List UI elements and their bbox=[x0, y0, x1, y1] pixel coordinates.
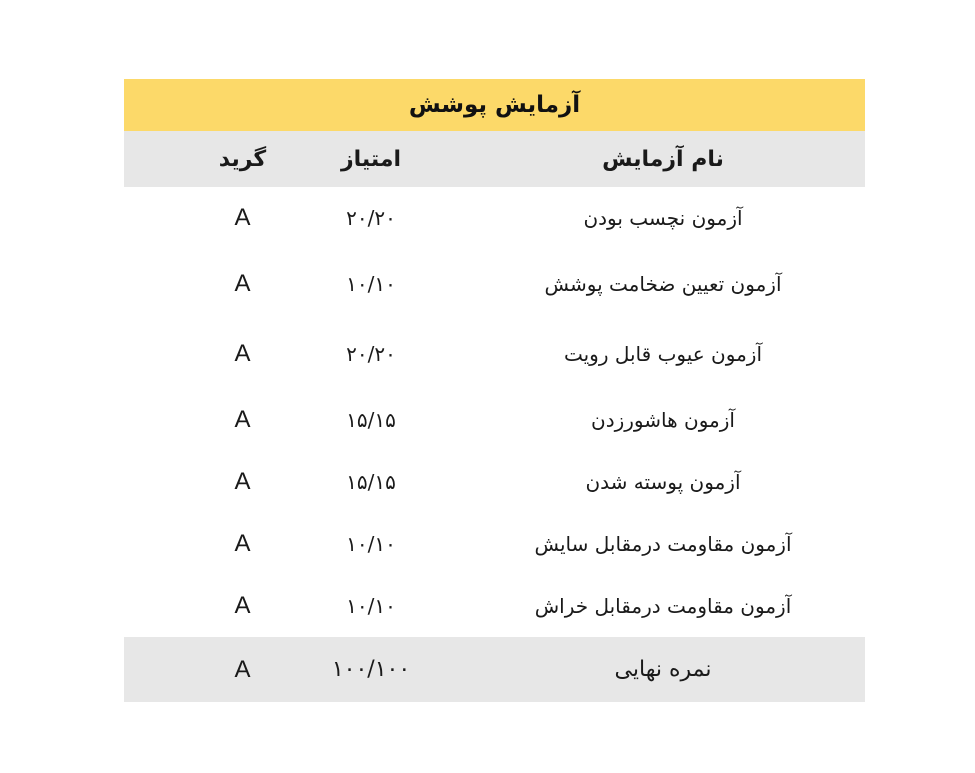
score-cell: ۱۰/۱۰ bbox=[346, 272, 396, 296]
header-score: امتیاز bbox=[340, 146, 402, 172]
grade-cell: A bbox=[234, 406, 251, 433]
grade-cell: A bbox=[234, 530, 251, 557]
table-grid bbox=[124, 131, 865, 702]
table-row bbox=[124, 389, 865, 451]
test-name-cell: آزمون تعیین ضخامت پوشش bbox=[544, 272, 782, 296]
test-name-cell: آزمون هاشورزدن bbox=[591, 408, 735, 432]
score-cell: ۱۵/۱۵ bbox=[346, 470, 396, 494]
score-cell: ۲۰/۲۰ bbox=[346, 342, 396, 366]
table-row bbox=[124, 575, 865, 637]
score-cell: ۱۵/۱۵ bbox=[346, 408, 396, 432]
grade-cell: A bbox=[234, 204, 251, 231]
table-row bbox=[124, 187, 865, 249]
total-row bbox=[124, 637, 865, 702]
table-header-row bbox=[124, 131, 865, 187]
header-grade: گرید bbox=[218, 146, 267, 172]
test-name-cell: آزمون مقاومت درمقابل سایش bbox=[534, 532, 792, 556]
score-cell: ۱۰/۱۰ bbox=[346, 532, 396, 556]
table-row bbox=[124, 249, 865, 319]
test-name-cell: آزمون نچسب بودن bbox=[583, 206, 743, 230]
test-name-cell: آزمون مقاومت درمقابل خراش bbox=[534, 594, 792, 618]
table-row bbox=[124, 451, 865, 513]
table-title: آزمایش پوشش bbox=[124, 79, 865, 131]
table-row bbox=[124, 319, 865, 389]
table-row bbox=[124, 513, 865, 575]
grade-cell: A bbox=[234, 592, 251, 619]
coating-test-table bbox=[124, 79, 865, 702]
grade-cell: A bbox=[234, 340, 251, 367]
test-name-cell: آزمون عیوب قابل رویت bbox=[563, 342, 763, 366]
total-score: ۱۰۰/۱۰۰ bbox=[331, 657, 411, 682]
grade-cell: A bbox=[234, 468, 251, 495]
total-grade: A bbox=[234, 655, 251, 683]
total-label: نمره نهایی bbox=[614, 657, 712, 682]
test-name-cell: آزمون پوسته شدن bbox=[585, 470, 741, 494]
score-cell: ۲۰/۲۰ bbox=[346, 206, 396, 230]
score-cell: ۱۰/۱۰ bbox=[346, 594, 396, 618]
header-test-name: نام آزمایش bbox=[602, 146, 724, 172]
grade-cell: A bbox=[234, 270, 251, 297]
